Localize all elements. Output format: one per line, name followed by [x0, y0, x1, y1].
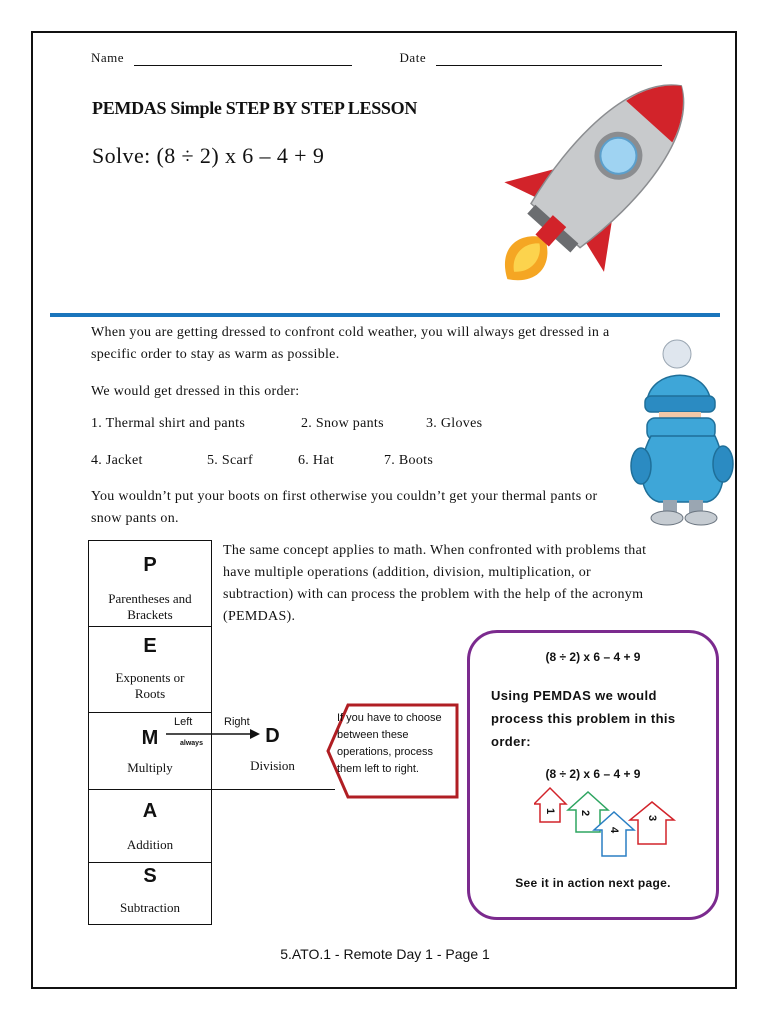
step-number: 4	[608, 826, 621, 834]
pemdas-row-m	[89, 713, 211, 790]
clothing-item: 6. Hat	[298, 453, 335, 468]
step-arrow-3-icon	[630, 802, 674, 844]
order-heading: We would get dressed in this order:	[91, 384, 300, 399]
section-divider	[50, 313, 720, 317]
pemdas-word: Multiply	[127, 760, 173, 775]
pemdas-word: Parentheses and Brackets	[108, 591, 192, 622]
clothing-item: 5. Scarf	[207, 453, 253, 468]
step-order-arrows	[534, 786, 680, 860]
clothing-item: 7. Boots	[384, 453, 434, 468]
pemdas-letter: S	[143, 865, 157, 887]
clothing-item: 3. Gloves	[426, 416, 483, 431]
pemdas-row-e	[89, 627, 211, 713]
example-expression: (8 ÷ 2) x 6 – 4 + 9	[545, 767, 641, 781]
example-instruction: Using PEMDAS we would process this problem in this order:	[491, 688, 676, 749]
clothing-item: 2. Snow pants	[301, 416, 384, 431]
name-blank[interactable]	[134, 51, 352, 66]
pemdas-row-s	[89, 863, 211, 925]
pemdas-letter: M	[141, 727, 159, 749]
lesson-title: PEMDAS Simple STEP BY STEP LESSON	[92, 98, 418, 118]
step-number: 3	[646, 814, 659, 822]
clothing-item: 1. Thermal shirt and pants	[91, 416, 246, 431]
pemdas-row-p	[89, 541, 211, 627]
callout-text-body: If you have to choose between these operations, process them left to right.	[337, 712, 442, 775]
page-footer: 5.ATO.1 - Remote Day 1 - Page 1	[280, 946, 490, 962]
left-label: Left	[174, 716, 193, 728]
analogy-intro: When you are getting dressed to confront cold weather, you will always get dressed in a specific order to stay as warm as possible.	[91, 325, 610, 362]
pemdas-word: Addition	[126, 837, 174, 852]
clothing-item: 4. Jacket	[91, 453, 143, 468]
always-label: always	[180, 740, 203, 747]
right-label: Right	[224, 716, 250, 728]
step-number: 1	[544, 807, 557, 815]
pemdas-letter: P	[143, 554, 157, 576]
analogy-conclusion: You wouldn’t put your boots on first otherwise you couldn’t get your thermal pants or snow pants on.	[91, 489, 598, 526]
pemdas-letter: E	[143, 635, 157, 657]
callout-text	[333, 710, 453, 778]
winter-kid-illustration	[625, 336, 745, 528]
pemdas-row-a	[89, 790, 211, 863]
example-expression-top: (8 ÷ 2) x 6 – 4 + 9	[545, 650, 641, 664]
step-number: 2	[579, 809, 592, 817]
pemdas-word: Subtraction	[120, 900, 180, 915]
rocket-illustration	[488, 60, 698, 308]
pemdas-word: Division	[250, 758, 295, 773]
pemdas-letter: D	[265, 725, 280, 747]
problem-statement: Solve: (8 ÷ 2) x 6 – 4 + 9	[92, 143, 325, 168]
math-paragraph: The same concept applies to math. When confronted with problems that have multiple operations (addition, division, multiplication, or subtraction) with can process the problem with the help of the acronym (PEMDAS).	[223, 543, 647, 624]
pemdas-letter: A	[142, 800, 158, 822]
example-footer: See it in action next page.	[515, 876, 671, 890]
name-label: Name	[91, 50, 125, 65]
date-label: Date	[399, 50, 427, 65]
pemdas-word: Exponents or Roots	[115, 670, 185, 701]
step-arrow-1-icon	[534, 788, 566, 822]
left-to-right-arrow-icon	[164, 728, 262, 740]
